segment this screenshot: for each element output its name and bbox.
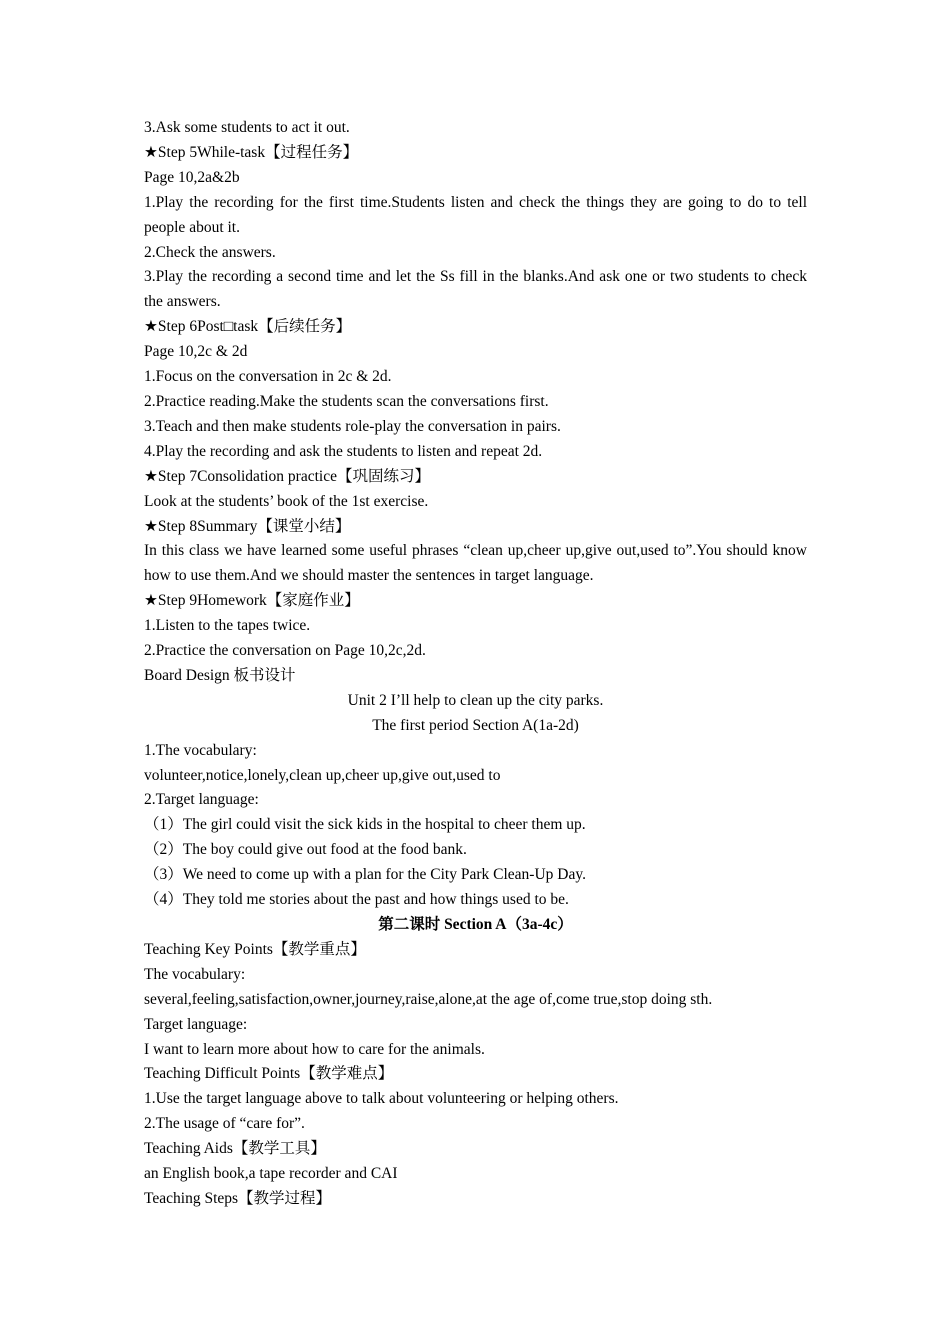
text-line: 2.Check the answers. (144, 243, 276, 261)
text-line: 2.Practice reading.Make the students scan the conversations first. (144, 392, 549, 410)
lesson-heading: 第二课时 Section A（3a-4c） (378, 916, 573, 933)
text-line: Page 10,2a&2b (144, 168, 240, 186)
text-line: 1.Use the target language above to talk about volunteering or helping others. (144, 1090, 619, 1108)
text-paragraph: In this class we have learned some useful phrases “clean up,cheer up,give out,used to”.You should know how to use them.And we should master the sentences in target language. (144, 542, 811, 585)
list-item: （4）They told me stories about the past and how things used to be. (144, 891, 569, 909)
section-heading: Board Design 板书设计 (144, 666, 296, 684)
step-heading: ★Step 7Consolidation practice【巩固练习】 (144, 467, 430, 485)
text-line: 4.Play the recording and ask the students to listen and repeat 2d. (144, 442, 543, 460)
section-heading: Teaching Steps【教学过程】 (144, 1189, 332, 1207)
text-line: 1.Focus on the conversation in 2c & 2d. (144, 368, 392, 386)
text-line: Target language: (144, 1015, 248, 1033)
text-paragraph: 1.Play the recording for the first time.Students listen and check the things they are going to do to tell people about it. (144, 193, 811, 236)
text-line: I want to learn more about how to care for the animals. (144, 1040, 485, 1058)
step-heading: ★Step 8Summary【课堂小结】 (144, 517, 351, 535)
text-line: The vocabulary: (144, 965, 246, 983)
list-item: （2）The boy could give out food at the food bank. (144, 841, 467, 859)
step-heading: ★Step 9Homework【家庭作业】 (144, 592, 360, 610)
text-line: 1.The vocabulary: (144, 741, 257, 759)
text-line: 1.Listen to the tapes twice. (144, 617, 311, 635)
text-line: Look at the students’ book of the 1st exercise. (144, 492, 429, 510)
text-line: Page 10,2c & 2d (144, 343, 248, 361)
board-title: Unit 2 I’ll help to clean up the city parks. (347, 691, 604, 709)
text-line: 2.Target language: (144, 791, 259, 809)
text-line: volunteer,notice,lonely,clean up,cheer up,give out,used to (144, 766, 501, 784)
step-heading: ★Step 6Post□task【后续任务】 (144, 318, 352, 336)
section-heading: Teaching Key Points【教学重点】 (144, 940, 366, 958)
section-heading: Teaching Aids【教学工具】 (144, 1140, 326, 1158)
section-heading: Teaching Difficult Points【教学难点】 (144, 1065, 394, 1083)
list-item: （1）The girl could visit the sick kids in the hospital to cheer them up. (144, 816, 586, 834)
text-paragraph: 3.Play the recording a second time and let the Ss fill in the blanks.And ask one or two students to check the answers. (144, 268, 811, 311)
text-line: 2.Practice the conversation on Page 10,2c,2d. (144, 642, 426, 660)
list-item: （3）We need to come up with a plan for the City Park Clean-Up Day. (144, 866, 586, 884)
step-heading: ★Step 5While-task【过程任务】 (144, 143, 359, 161)
board-subtitle: The first period Section A(1a-2d) (372, 716, 579, 734)
text-line: 3.Ask some students to act it out. (144, 119, 350, 136)
document-page (144, 116, 811, 1212)
text-line: 2.The usage of “care for”. (144, 1115, 305, 1133)
text-line: an English book,a tape recorder and CAI (144, 1165, 398, 1183)
text-line: several,feeling,satisfaction,owner,journey,raise,alone,at the age of,come true,stop doing sth. (144, 990, 713, 1008)
text-line: 3.Teach and then make students role-play the conversation in pairs. (144, 417, 561, 435)
